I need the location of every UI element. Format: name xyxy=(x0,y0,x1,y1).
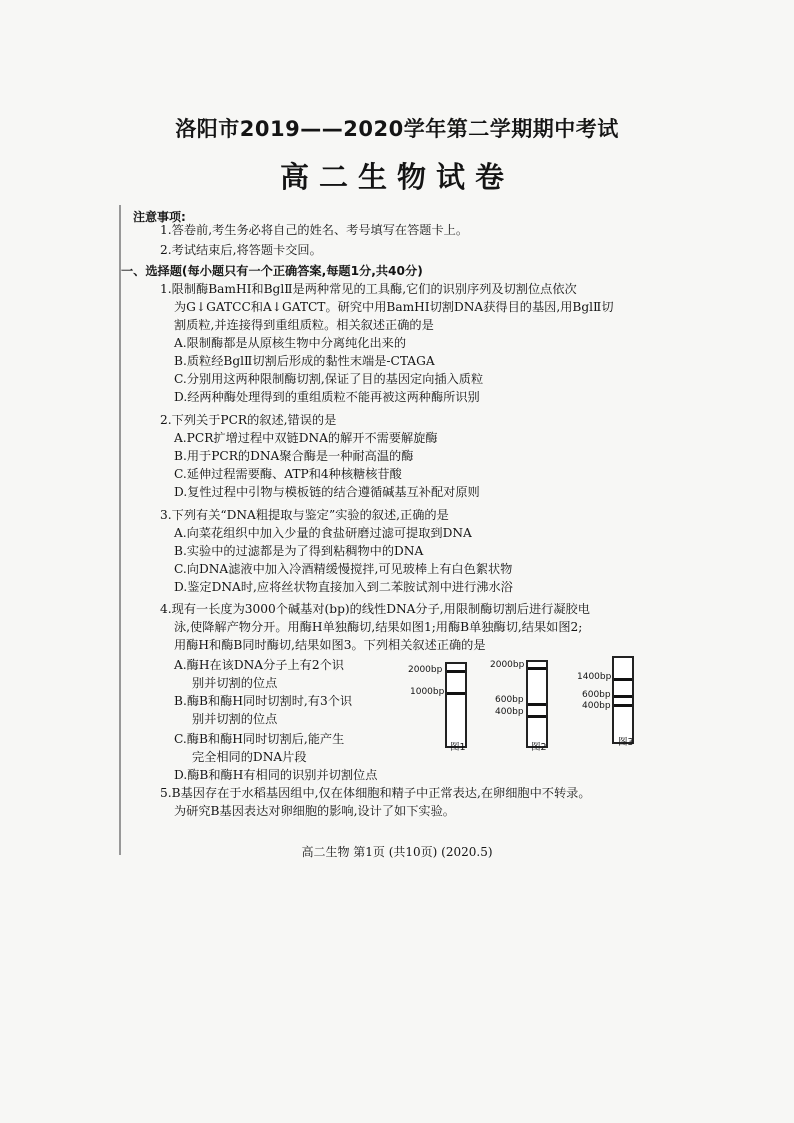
question-1-stem: 割质粒,并连接得到重组质粒。相关叙述正确的是 xyxy=(174,318,434,332)
question-1-stem: 为G↓GATCC和A↓GATCT。研究中用BamHⅠ切割DNA获得目的基因,用BglⅡ切 xyxy=(174,300,614,314)
question-3-option-a: A.向菜花组织中加入少量的食盐研磨过滤可提取到DNA xyxy=(174,526,472,540)
question-4-option-a-cont: 别并切割的位点 xyxy=(192,676,278,690)
band-label: 1000bp xyxy=(410,687,445,697)
notice-heading: 注意事项: xyxy=(133,210,186,224)
gel-lane-3 xyxy=(612,656,634,744)
question-5-stem: 为研究B基因表达对卵细胞的影响,设计了如下实验。 xyxy=(174,804,455,818)
question-4-stem: 泳,使降解产物分开。用酶H单独酶切,结果如图1;用酶B单独酶切,结果如图2; xyxy=(174,620,583,634)
question-4-stem: 4.现有一长度为3000个碱基对(bp)的线性DNA分子,用限制酶切割后进行凝胶电 xyxy=(160,602,590,616)
band-label: 2000bp xyxy=(408,665,443,675)
question-2-option-b: B.用于PCR的DNA聚合酶是一种耐高温的酶 xyxy=(174,449,414,463)
page-footer: 高二生物 第1页 (共10页) (2020.5) xyxy=(301,845,493,859)
question-4-option-a: A.酶H在该DNA分子上有2个识 xyxy=(174,658,344,672)
question-1-option-c: C.分别用这两种限制酶切割,保证了目的基因定向插入质粒 xyxy=(174,372,484,386)
question-2-option-a: A.PCR扩增过程中双链DNA的解开不需要解旋酶 xyxy=(174,431,438,445)
question-1-option-a: A.限制酶都是从原核生物中分离纯化出来的 xyxy=(174,336,407,350)
question-4-option-b-cont: 别并切割的位点 xyxy=(192,712,278,726)
band-label: 600bp xyxy=(582,690,611,700)
question-2-option-d: D.复性过程中引物与模板链的结合遵循碱基互补配对原则 xyxy=(174,485,480,499)
gel-band xyxy=(614,704,632,707)
gel-band xyxy=(528,715,546,718)
band-label: 2000bp xyxy=(490,660,525,670)
gel-band xyxy=(447,692,465,695)
question-1-stem: 1.限制酶BamHⅠ和BglⅡ是两种常见的工具酶,它们的识别序列及切割位点依次 xyxy=(160,282,577,296)
gel-band xyxy=(528,703,546,706)
notice-item: 2.考试结束后,将答题卡交回。 xyxy=(160,243,322,257)
gel-band xyxy=(614,695,632,698)
figure-label: 图2 xyxy=(531,742,547,753)
gel-lane-2 xyxy=(526,660,548,748)
question-4-option-d: D.酶B和酶H有相同的识别并切割位点 xyxy=(174,768,378,782)
figure-label: 图1 xyxy=(450,742,466,753)
gel-band xyxy=(614,678,632,681)
question-3-option-d: D.鉴定DNA时,应将丝状物直接加入到二苯胺试剂中进行沸水浴 xyxy=(174,580,513,594)
question-1-option-d: D.经两种酶处理得到的重组质粒不能再被这两种酶所识别 xyxy=(174,390,480,404)
question-2-option-c: C.延伸过程需要酶、ATP和4种核糖核苷酸 xyxy=(174,467,402,481)
gel-band xyxy=(528,667,546,670)
question-3-option-c: C.向DNA滤液中加入冷酒精缓慢搅拌,可见玻棒上有白色絮状物 xyxy=(174,562,513,576)
exam-subject-title: 高二生物试卷 xyxy=(279,160,514,194)
question-4-option-c-cont: 完全相同的DNA片段 xyxy=(192,750,307,764)
notice-item: 1.答卷前,考生务必将自己的姓名、考号填写在答题卡上。 xyxy=(160,223,469,237)
question-4-stem: 用酶H和酶B同时酶切,结果如图3。下列相关叙述正确的是 xyxy=(174,638,486,652)
band-label: 400bp xyxy=(582,701,611,711)
band-label: 1400bp xyxy=(577,672,612,682)
question-1-option-b: B.质粒经BglⅡ切割后形成的黏性末端是-CTAGA xyxy=(174,354,435,368)
exam-title: 洛阳市2019——2020学年第二学期期中考试 xyxy=(175,117,619,141)
electrophoresis-figure xyxy=(400,650,660,760)
question-2-stem: 2.下列关于PCR的叙述,错误的是 xyxy=(160,413,337,427)
gel-band xyxy=(447,670,465,673)
section-heading: 一、选择题(每小题只有一个正确答案,每题1分,共40分) xyxy=(121,264,423,278)
question-3-stem: 3.下列有关“DNA粗提取与鉴定”实验的叙述,正确的是 xyxy=(160,508,449,522)
scan-margin-line xyxy=(119,205,121,855)
question-5-stem: 5.B基因存在于水稻基因组中,仅在体细胞和精子中正常表达,在卵细胞中不转录。 xyxy=(160,786,591,800)
band-label: 600bp xyxy=(495,695,524,705)
figure-label: 图3 xyxy=(618,737,634,748)
band-label: 400bp xyxy=(495,707,524,717)
question-4-option-c: C.酶B和酶H同时切割后,能产生 xyxy=(174,732,345,746)
gel-lane-1 xyxy=(445,662,467,748)
question-3-option-b: B.实验中的过滤都是为了得到粘稠物中的DNA xyxy=(174,544,424,558)
question-4-option-b: B.酶B和酶H同时切割时,有3个识 xyxy=(174,694,353,708)
